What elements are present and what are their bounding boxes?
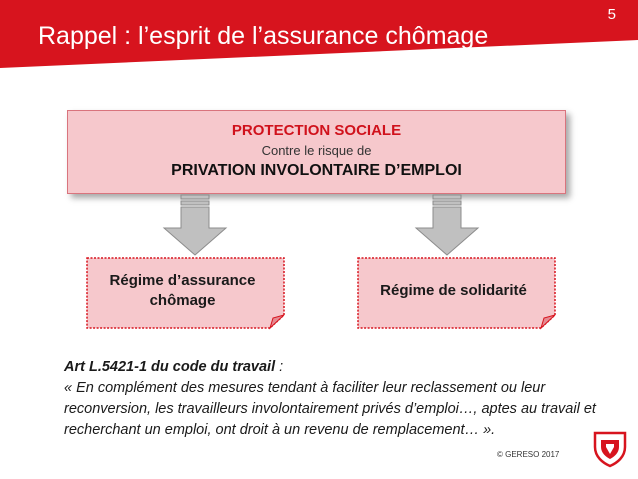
regime-solidarite-box [357,257,562,331]
article-separator: : [275,359,284,375]
copyright-notice: © GERESO 2017 [497,450,560,459]
protection-sociale-box [67,110,566,194]
right-down-arrow-icon [414,194,480,256]
article-text: « En complément des mesures tendant à faciliter leur reclassement ou leur reconversion, les travailleurs involontairement privés d’emploi…, aptes au travail et recherchant un emploi, ont droit à un revenu de remplacement… ». [64,380,596,438]
gereso-shield-logo-icon [592,430,628,468]
left-box-line2: chômage [149,292,216,309]
main-box-heading: PRIVATION INVOLONTAIRE D’EMPLOI [171,162,462,179]
page-number: 5 [607,6,616,23]
main-box-title: PROTECTION SOCIALE [231,122,402,139]
slide-title: Rappel : l’esprit de l’assurance chômage [38,22,489,50]
main-box-subtitle: Contre le risque de [261,143,372,158]
right-box-label: Régime de solidarité [380,282,527,299]
article-quote [64,357,612,441]
left-box-line1: Régime d’assurance [109,272,256,289]
article-reference: Art L.5421-1 du code du travail [64,359,276,375]
left-down-arrow-icon [162,194,228,256]
regime-assurance-chomage-box [86,257,291,331]
